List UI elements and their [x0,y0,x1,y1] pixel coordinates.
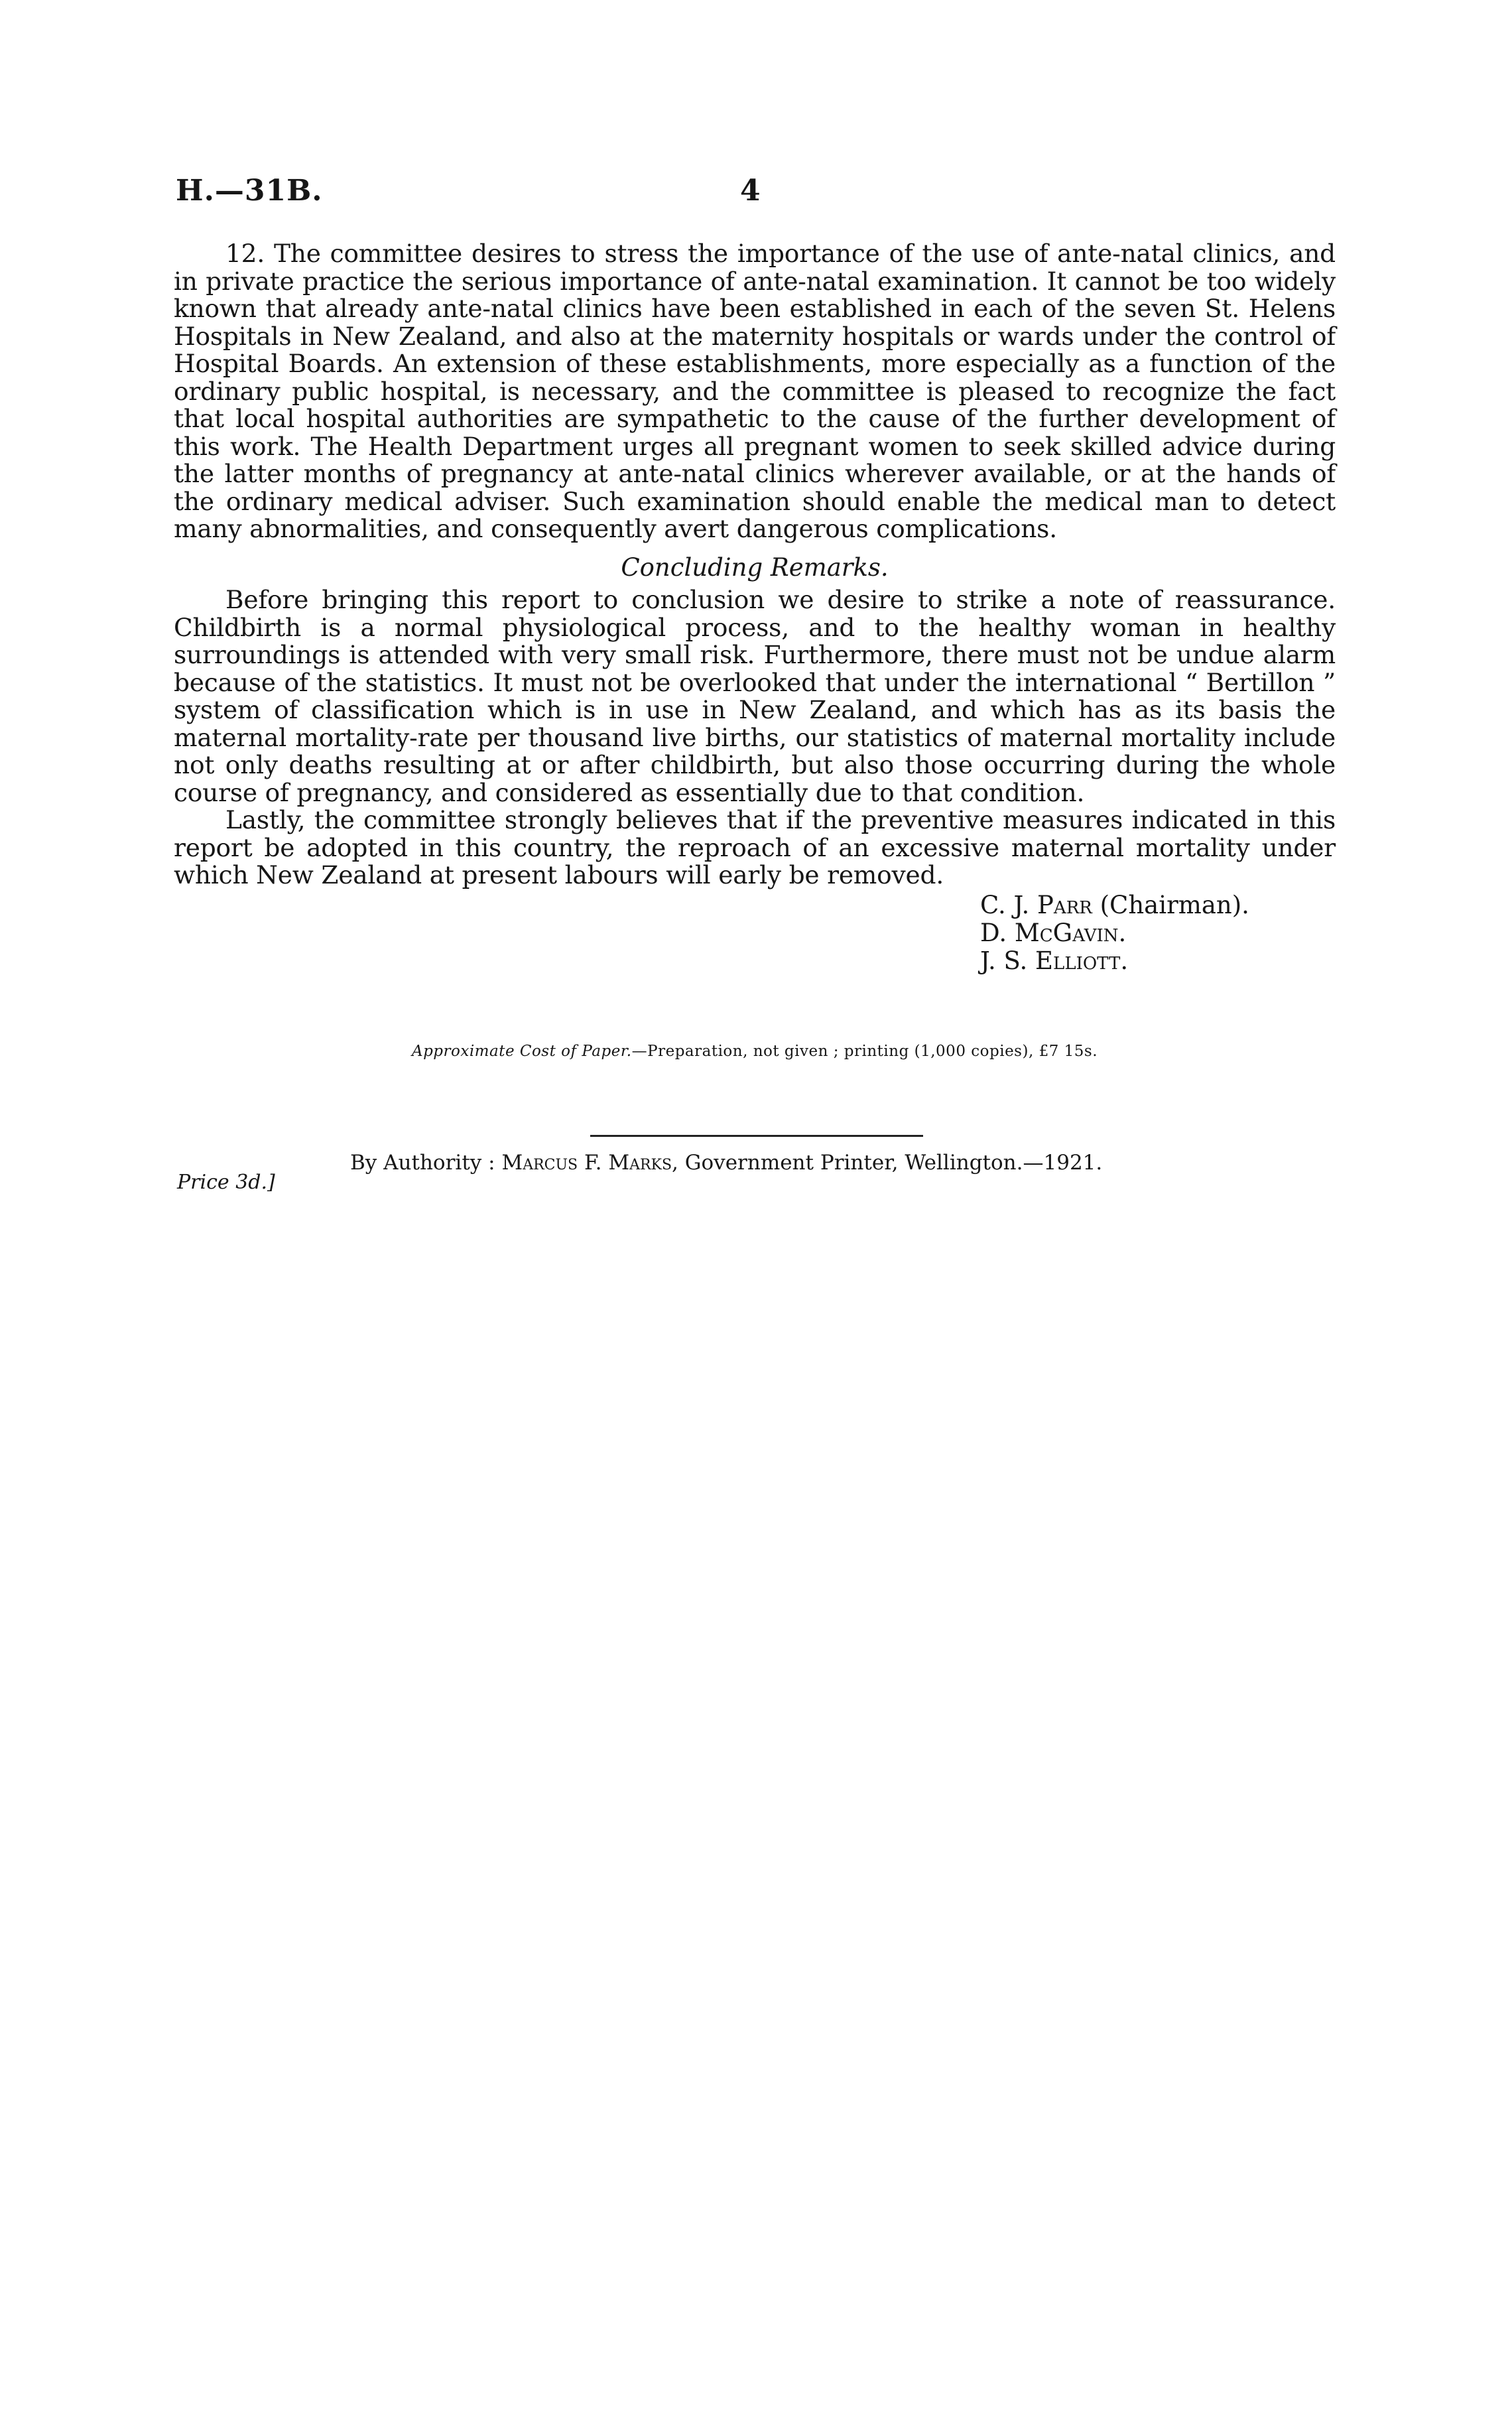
price-note: Price 3d.] [177,1171,275,1194]
imprint-prefix: By Authority : [350,1151,495,1175]
printer-name: Marcus F. Marks, [501,1151,678,1175]
paragraph-lastly: Lastly, the committee strongly believes that if the preventive measures indicated in this report be adopted in this country, the reproach of an excessive maternal mortality under which New Zealand at present labours will early be removed. [174,805,1336,889]
paragraph-12: 12. The committee desires to stress the importance of the use of ante-natal clinics, and in private practice the serious importance of ante-natal examination. It cannot be too widely known that already ante-natal clinics have been established in each of the seven St. Helens Hospitals in New Zealand, and also at the maternity hospitals or wards under the control of Hospital Boards. An extension of these establishments, more especially as a function of the ordinary public hospital, is necessary, and the committee is pleased to recognize the fact that local hospital authorities are sympathetic to the cause of the further development of this work. The Health Department urges all pregnant women to seek skilled advice during the latter months of pregnancy at ante-natal clinics wherever available, or at the hands of the ordinary medical adviser. Such examination should enable the medical man to detect many abnormalities, and consequently avert dangerous complications. [174,239,1336,543]
printer-imprint [350,1151,1102,1175]
page-number: 4 [740,174,761,208]
cost-note-label: Approximate Cost of Paper. [411,1043,632,1060]
section-heading: Concluding Remarks. [621,553,889,582]
signatory: C. J. Parr (Chairman). [980,891,1249,919]
signatory: J. S. Elliott. [980,947,1129,975]
body-section-12 [174,240,1336,543]
document-reference: H.—31B. [176,174,323,208]
signatories-block [980,891,1249,975]
signatory: D. McGavin. [980,919,1127,947]
paragraph-concluding: Before bringing this report to conclusion we desire to strike a note of reassurance. Childbirth is a normal physiological process, and to the healthy woman in healthy surroundings is attended with very small risk. Furthermore, there must not be undue alarm because of the statistics. It must not be overlooked that under the international “ Bertillon ” system of classification which is in use in New Zealand, and which has as its basis the maternal mortality-rate per thousand live births, our statistics of maternal mortality include not only deaths resulting at or after childbirth, but also those occurring during the whole course of pregnancy, and considered as essentially due to that condition. [174,585,1336,807]
imprint-suffix: Government Printer, Wellington.—1921. [684,1151,1103,1175]
body-section-concluding [174,586,1336,889]
footer-divider [590,1135,923,1137]
cost-note-text: —Preparation, not given ; printing (1,000 copies), £7 15s. [631,1043,1098,1060]
cost-note [174,1043,1336,1060]
